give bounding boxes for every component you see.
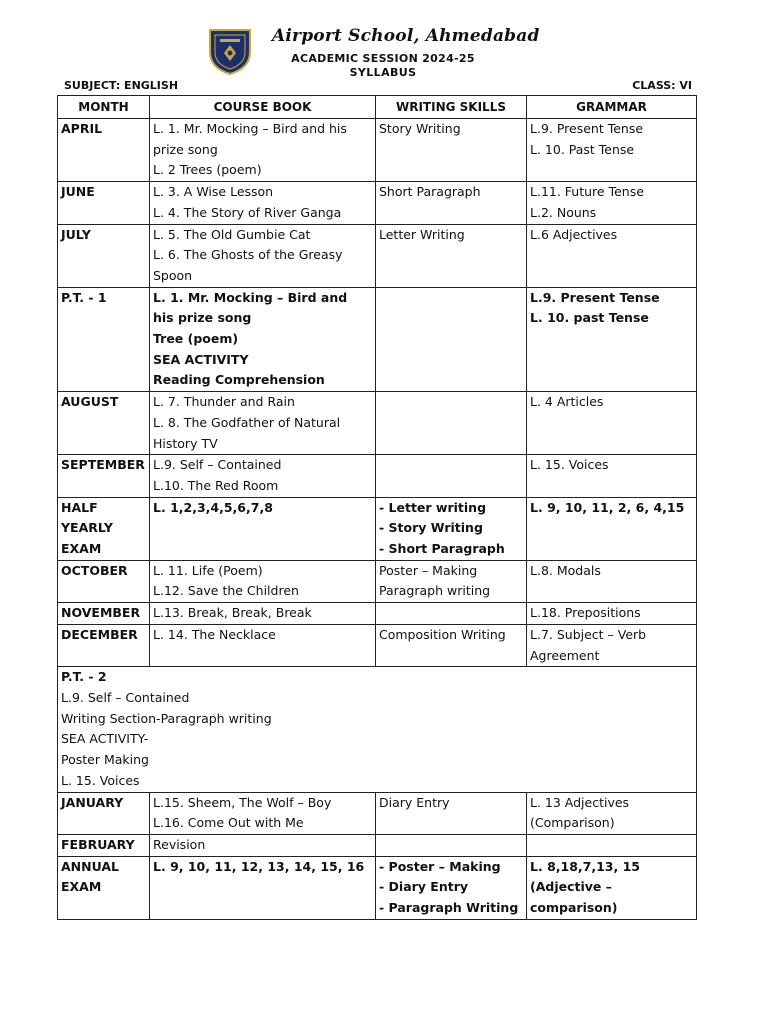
writing-skills-cell [376,455,527,497]
table-row [58,792,697,834]
writing-skills-cell [376,119,527,182]
cell-line: L.18. Prepositions [530,605,641,621]
course-book-cell [150,119,376,182]
cell-line: L. 2 Trees (poem) [153,162,262,178]
cell-line: L.7. Subject – Verb Agreement [530,626,647,663]
course-book-cell [150,603,376,625]
cell-line: SEA ACTIVITY- [61,731,149,747]
cell-line: L.9. Present Tense [530,121,644,136]
cell-line: Tree (poem) [153,331,239,347]
course-book-cell [150,856,376,919]
cell-line: L.2. Nouns [530,204,597,220]
cell-line: L. 9, 10, 11, 2, 6, 4,15 [530,499,685,515]
grammar-cell [527,224,697,287]
grammar-cell [527,119,697,182]
cell-line: ANNUAL [61,858,120,874]
cell-line: L. 8,18,7,13, 15 (Adjective – comparison) [530,858,640,916]
month-cell [58,287,150,392]
syllabus-table [57,95,697,920]
cell-line: L.9. Present Tense [530,289,660,305]
course-book-cell [150,455,376,497]
cell-line: L.10. The Red Room [153,477,279,493]
writing-skills-cell [376,287,527,392]
table-row [58,392,697,455]
table-row [58,856,697,919]
cell-line: - Poster – Making [379,858,501,874]
cell-line: L. 5. The Old Gumbie Cat [153,226,311,242]
cell-line: Letter Writing [379,226,465,242]
course-book-cell [150,392,376,455]
cell-line: L. 15. Voices [530,457,609,473]
grammar-cell [527,792,697,834]
cell-line: Story Writing [379,121,461,136]
document-header [0,24,768,80]
course-book-cell [150,560,376,602]
month-cell [58,856,150,919]
cell-line: Poster Making [61,752,149,768]
cell-line: L.9. Self – Contained [61,689,190,705]
table-row [58,624,697,666]
cell-line: - Letter writing [379,499,487,515]
cell-line: FEBRUARY [61,836,135,852]
grammar-cell [527,497,697,560]
writing-skills-cell [376,560,527,602]
cell-line: Writing Section-Paragraph writing [61,710,272,726]
cell-line: SEPTEMBER [61,457,145,473]
table-row [58,287,697,392]
cell-line: Poster – Making Paragraph writing [379,562,491,599]
cell-line: Short Paragraph [379,184,481,200]
cell-line: L. 1,2,3,4,5,6,7,8 [153,499,273,515]
course-book-cell [150,497,376,560]
cell-line: EXAM [61,541,102,557]
writing-skills-cell [376,603,527,625]
cell-line: L. 4 Articles [530,394,604,410]
grammar-cell [527,182,697,224]
column-header-grammar: GRAMMAR [527,96,697,119]
cell-line: Composition Writing [379,626,506,642]
class-label: CLASS: VI [632,79,692,92]
cell-line: L.16. Come Out with Me [153,815,304,831]
cell-line: DECEMBER [61,626,138,642]
academic-session: ACADEMIC SESSION 2024-25 [291,52,475,65]
cell-line: Revision [153,836,206,852]
table-row [58,560,697,602]
course-book-cell [150,182,376,224]
pt2-label: P.T. - 2 [61,669,107,685]
month-cell [58,119,150,182]
cell-line: Reading Comprehension [153,372,325,388]
cell-line: L. 10. past Tense [530,310,649,326]
grammar-cell [527,560,697,602]
cell-line: L. 11. Life (Poem) [153,562,263,578]
cell-line: NOVEMBER [61,605,141,621]
grammar-cell [527,834,697,856]
month-cell [58,603,150,625]
cell-line: L.6 Adjectives [530,226,618,242]
month-cell [58,624,150,666]
course-book-cell [150,224,376,287]
table-row [58,224,697,287]
pt2-cell [58,667,697,792]
grammar-cell [527,603,697,625]
writing-skills-cell [376,224,527,287]
table-row [58,455,697,497]
table-header-row [58,96,697,119]
grammar-cell [527,287,697,392]
cell-line: L. 15. Voices [61,772,140,788]
cell-line: L.12. Save the Children [153,583,299,599]
writing-skills-cell [376,792,527,834]
cell-line: JANUARY [61,794,124,810]
cell-line: HALF [61,499,98,515]
grammar-cell [527,856,697,919]
cell-line: L.8. Modals [530,562,601,578]
table-body [58,119,697,920]
month-cell [58,392,150,455]
course-book-cell [150,624,376,666]
cell-line: L.9. Self – Contained [153,457,282,473]
column-header-course-book: COURSE BOOK [150,96,376,119]
cell-line: L.13. Break, Break, Break [153,605,312,621]
column-header-writing-skills: WRITING SKILLS [376,96,527,119]
cell-line: EXAM [61,879,102,895]
cell-line: L. 8. The Godfather of Natural History TV [153,414,341,451]
subject-label: SUBJECT: ENGLISH [64,79,179,92]
writing-skills-cell [376,624,527,666]
month-cell [58,182,150,224]
month-cell [58,792,150,834]
course-book-cell [150,287,376,392]
cell-line: - Diary Entry [379,879,469,895]
school-name: Airport School, Ahmedabad [272,26,540,46]
writing-skills-cell [376,856,527,919]
cell-line: YEARLY [61,520,113,536]
writing-skills-cell [376,834,527,856]
month-cell [58,834,150,856]
school-crest-icon [206,26,254,76]
cell-line: L. 4. The Story of River Ganga [153,204,342,220]
cell-line: L. 9, 10, 11, 12, 13, 14, 15, 16 [153,858,365,874]
grammar-cell [527,392,697,455]
cell-line: L. 14. The Necklace [153,626,276,642]
cell-line: - Story Writing [379,520,483,536]
writing-skills-cell [376,182,527,224]
grammar-cell [527,624,697,666]
table-row-pt2 [58,667,697,792]
cell-line: L.11. Future Tense [530,184,644,200]
cell-line: - Short Paragraph [379,541,505,557]
month-cell [58,497,150,560]
cell-line: P.T. - 1 [61,289,107,305]
month-cell [58,560,150,602]
writing-skills-cell [376,497,527,560]
cell-line: L. 3. A Wise Lesson [153,184,274,200]
document-title: SYLLABUS [349,66,417,79]
cell-line: L. 1. Mr. Mocking – Bird and his prize song [153,121,347,157]
table-row [58,834,697,856]
cell-line: AUGUST [61,394,119,410]
cell-line: L. 13 Adjectives (Comparison) [530,794,630,831]
cell-line: L.15. Sheem, The Wolf – Boy [153,794,332,810]
table-row [58,603,697,625]
cell-line: - Paragraph Writing [379,900,519,916]
cell-line: L. 7. Thunder and Rain [153,394,295,410]
table-row [58,497,697,560]
cell-line: OCTOBER [61,562,128,578]
month-cell [58,455,150,497]
cell-line: L. 6. The Ghosts of the Greasy Spoon [153,247,343,283]
writing-skills-cell [376,392,527,455]
course-book-cell [150,792,376,834]
column-header-month: MONTH [58,96,150,119]
cell-line: Diary Entry [379,794,450,810]
course-book-cell [150,834,376,856]
cell-line: APRIL [61,121,103,136]
table-row [58,182,697,224]
cell-line: JULY [61,226,91,242]
month-cell [58,224,150,287]
cell-line: L. 10. Past Tense [530,141,635,157]
table-row [58,119,697,182]
cell-line: L. 1. Mr. Mocking – Bird and his prize song [153,289,348,326]
cell-line: JUNE [61,184,95,200]
grammar-cell [527,455,697,497]
cell-line: SEA ACTIVITY [153,351,249,367]
